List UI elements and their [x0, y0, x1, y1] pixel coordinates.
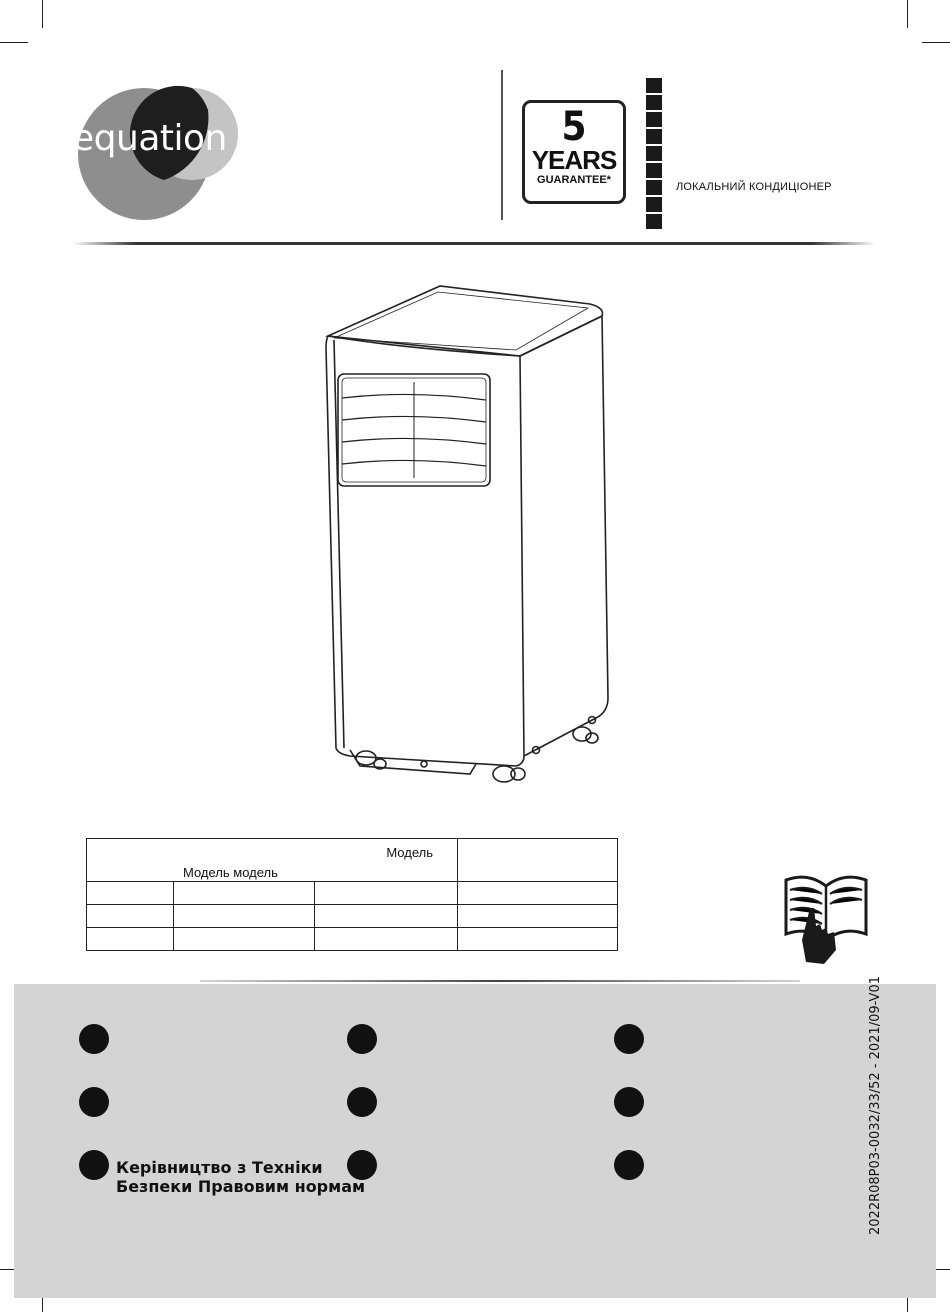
- model-table-header-cell: [458, 839, 618, 882]
- document-name: [116, 1158, 365, 1196]
- header-rule: [72, 242, 876, 245]
- product-type: ЛОКАЛЬНИЙ КОНДИЦІОНЕР: [676, 181, 832, 193]
- document-name-line1: Керівництво з Техніки: [116, 1158, 323, 1177]
- model-label-right: Модель: [386, 845, 433, 860]
- table-row: [87, 928, 618, 951]
- language-dot: [79, 1087, 109, 1117]
- crop-mark: [922, 42, 950, 43]
- table-cell: [458, 905, 618, 928]
- table-cell: [174, 928, 315, 951]
- read-manual-icon: [780, 868, 872, 968]
- language-dot: [79, 1150, 109, 1180]
- guarantee-number: 5: [561, 104, 587, 150]
- model-label-left: Модель модель: [183, 865, 278, 880]
- table-cell: [87, 905, 174, 928]
- air-conditioner-illustration: [320, 278, 630, 788]
- document-name-line2: Безпеки Правовим нормам: [116, 1177, 366, 1196]
- table-cell: [458, 928, 618, 951]
- table-cell: [315, 928, 458, 951]
- table-row: [87, 882, 618, 905]
- guarantee-label: GUARANTEE*: [537, 174, 611, 186]
- table-cell: [315, 882, 458, 905]
- guarantee-years: YEARS: [531, 145, 617, 175]
- language-dot: [614, 1150, 644, 1180]
- table-row: [87, 905, 618, 928]
- table-cell: [174, 905, 315, 928]
- table-cell: [458, 882, 618, 905]
- brand-logo-text: equation: [72, 118, 227, 159]
- table-cell: [315, 905, 458, 928]
- guarantee-badge: [522, 100, 626, 204]
- crop-mark: [907, 0, 908, 28]
- language-dot: [79, 1024, 109, 1054]
- table-cell: [174, 882, 315, 905]
- header-divider: [501, 70, 503, 220]
- language-dot: [614, 1087, 644, 1117]
- footer-panel: [14, 976, 936, 1298]
- document-code: 2022R08P03-0032/33/52 - 2021/09-V01: [868, 976, 883, 1235]
- table-cell: [87, 928, 174, 951]
- model-table-header: [87, 839, 458, 882]
- footer-rule: [200, 980, 800, 982]
- crop-mark: [0, 42, 28, 43]
- crop-mark: [42, 0, 43, 28]
- model-table: [86, 838, 618, 951]
- table-cell: [87, 882, 174, 905]
- language-dot: [614, 1024, 644, 1054]
- language-dot: [347, 1024, 377, 1054]
- language-dot: [347, 1087, 377, 1117]
- language-strip: [646, 78, 662, 230]
